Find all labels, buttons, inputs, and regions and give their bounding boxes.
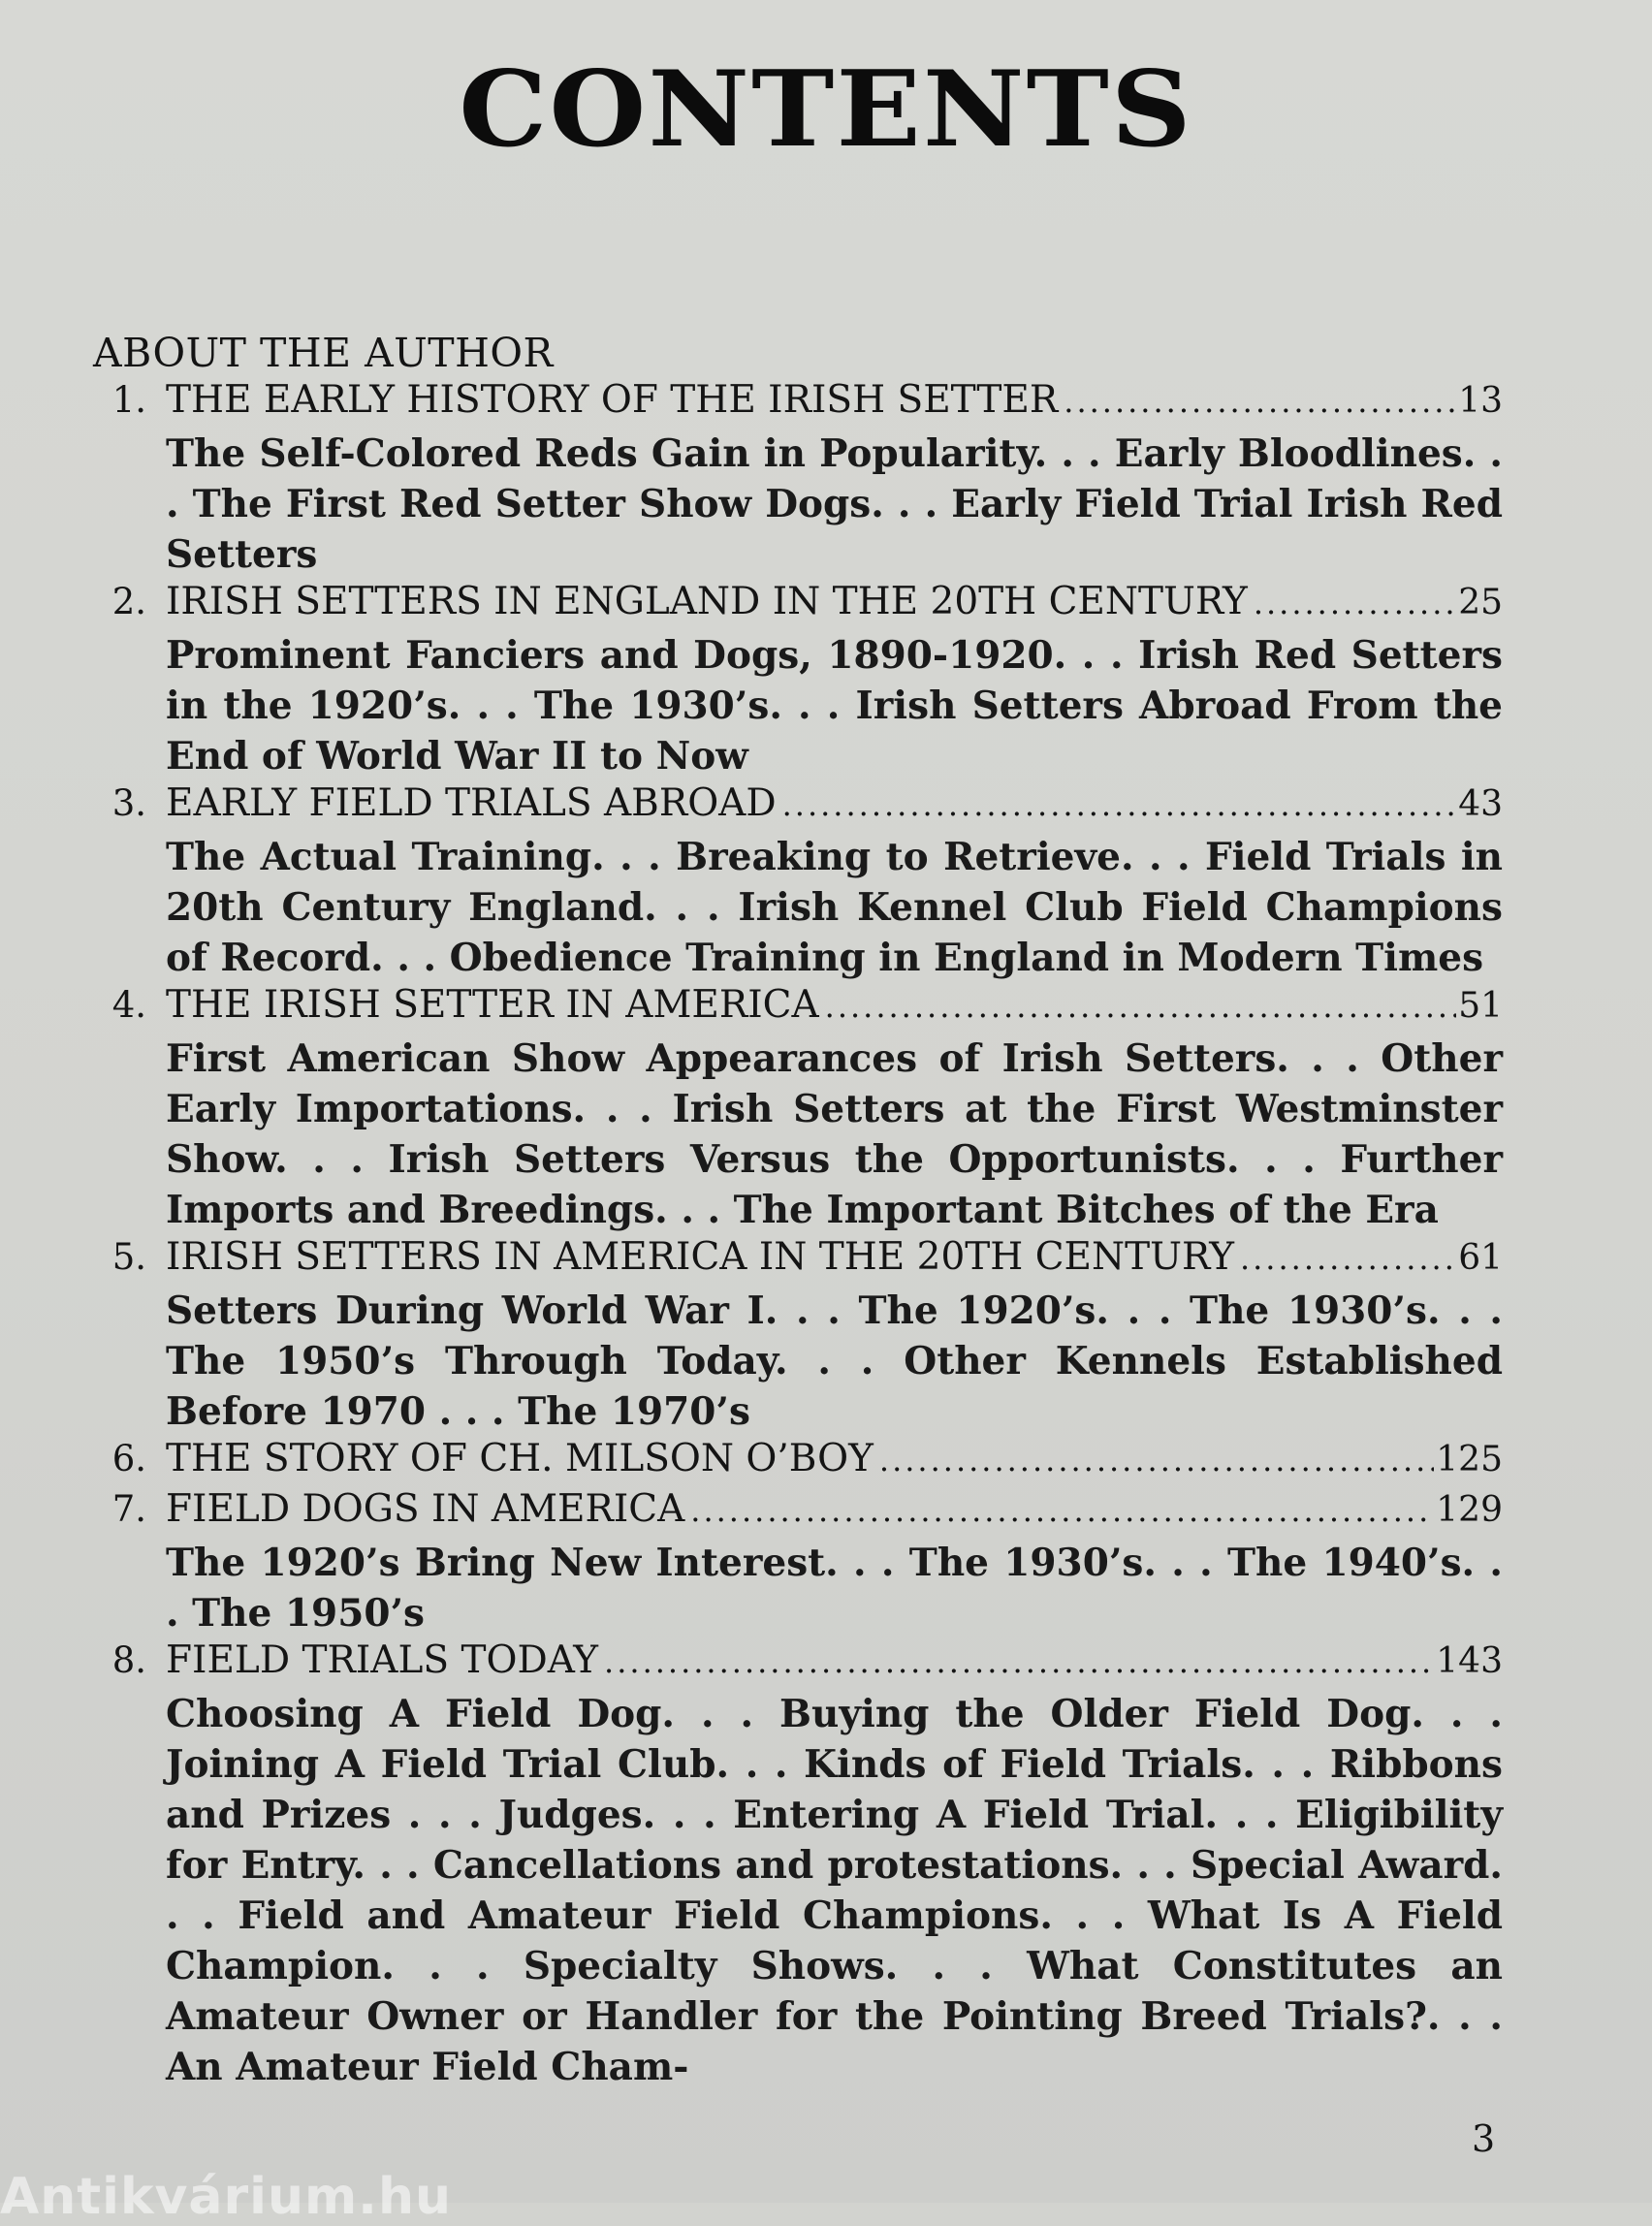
entry-number: 3.	[111, 782, 146, 824]
entry-number: 4.	[111, 984, 146, 1026]
entry-number: 5.	[111, 1236, 146, 1278]
entry-description: Setters During World War I. . . The 1920’s. . . The 1930’s. . . The 1950’s Through Today. . . Other Kennels Established Before 1970 . . . The 1970’s	[166, 1288, 1503, 1434]
entry-number: 7.	[111, 1488, 146, 1530]
entry-description: Prominent Fanciers and Dogs, 1890-1920. . . Irish Red Setters in the 1920’s. . . The 1930’s. . . Irish Setters Abroad From the End of World War II to Now	[166, 633, 1503, 779]
dot-leader	[1248, 585, 1456, 621]
entry-page-number: 61	[1458, 1238, 1503, 1278]
table-of-contents	[93, 328, 1503, 2092]
toc-entry-8	[93, 1638, 1503, 2092]
entry-number: 1.	[111, 379, 146, 421]
watermark: Antikvárium.hu	[0, 2168, 452, 2226]
dot-leader	[1234, 1240, 1456, 1277]
contents-heading: CONTENTS	[459, 48, 1193, 171]
entry-title: THE EARLY HISTORY OF THE IRISH SETTER	[166, 378, 1059, 422]
entry-description: The 1920’s Bring New Interest. . . The 1930’s. . . The 1940’s. . . The 1950’s	[166, 1541, 1503, 1636]
toc-entry-6	[93, 1437, 1503, 1487]
entry-number: 8.	[111, 1639, 146, 1681]
dot-leader	[598, 1643, 1434, 1680]
entry-page-number: 43	[1458, 784, 1503, 824]
toc-entry-7	[93, 1487, 1503, 1638]
entry-description: Choosing A Field Dog. . . Buying the Older Field Dog. . . Joining A Field Trial Club. . . Kinds of Field Trials. . . Ribbons and Prizes . . . Judges. . . Entering A Field Trial. . . Eligibility for Entry. . . Cancellations and protestations. . . Special Award. . . Field and Amateur Field Champions. . . What Is A Field Champion. . . Specialty Shows. . . What Constitutes an Amateur Owner or Handler for the Pointing Breed Trials?. . . An Amateur Field Cham-	[166, 1692, 1503, 2089]
entry-page-number: 129	[1436, 1490, 1503, 1530]
dot-leader	[1058, 383, 1456, 420]
entry-title: FIELD TRIALS TODAY	[166, 1638, 599, 1682]
entry-page-number: 51	[1458, 986, 1503, 1026]
toc-entry-2	[93, 580, 1503, 781]
dot-leader	[777, 786, 1457, 823]
page-number: 3	[1472, 2117, 1496, 2160]
dot-leader	[874, 1442, 1434, 1479]
entry-title: IRISH SETTERS IN ENGLAND IN THE 20TH CENTURY	[166, 580, 1248, 623]
about-author-entry: ABOUT THE AUTHOR	[93, 330, 554, 376]
entry-page-number: 25	[1458, 583, 1503, 622]
entry-page-number: 143	[1436, 1641, 1503, 1681]
entry-title: THE STORY OF CH. MILSON O’BOY	[166, 1437, 874, 1480]
entry-number: 6.	[111, 1438, 146, 1479]
entry-page-number: 13	[1458, 381, 1503, 421]
entry-description: First American Show Appearances of Irish Setters. . . Other Early Importations. . . Irish Setters at the First Westminster Show. . . Irish Setters Versus the Opportunists. . . Further Imports and Breedings. . . The Important Bitches of the Era	[166, 1036, 1503, 1232]
entry-title: IRISH SETTERS IN AMERICA IN THE 20TH CENTURY	[166, 1235, 1234, 1279]
entry-title: THE IRISH SETTER IN AMERICA	[166, 983, 819, 1027]
entry-title: FIELD DOGS IN AMERICA	[166, 1487, 685, 1531]
toc-entry-4	[93, 983, 1503, 1235]
entry-number: 2.	[111, 581, 146, 622]
toc-entry-5	[93, 1235, 1503, 1437]
entry-page-number: 125	[1436, 1440, 1503, 1479]
dot-leader	[684, 1492, 1434, 1529]
entry-title: EARLY FIELD TRIALS ABROAD	[166, 781, 777, 825]
dot-leader	[819, 988, 1457, 1025]
entry-description: The Actual Training. . . Breaking to Retrieve. . . Field Trials in 20th Century England. . . Irish Kennel Club Field Champions of Record. . . Obedience Training in England in Modern Times	[166, 835, 1503, 980]
toc-entry-1	[93, 378, 1503, 580]
entry-description: The Self-Colored Reds Gain in Popularity. . . Early Bloodlines. . . The First Red Setter Show Dogs. . . Early Field Trial Irish Red Setters	[166, 431, 1503, 577]
toc-entry-3	[93, 781, 1503, 983]
